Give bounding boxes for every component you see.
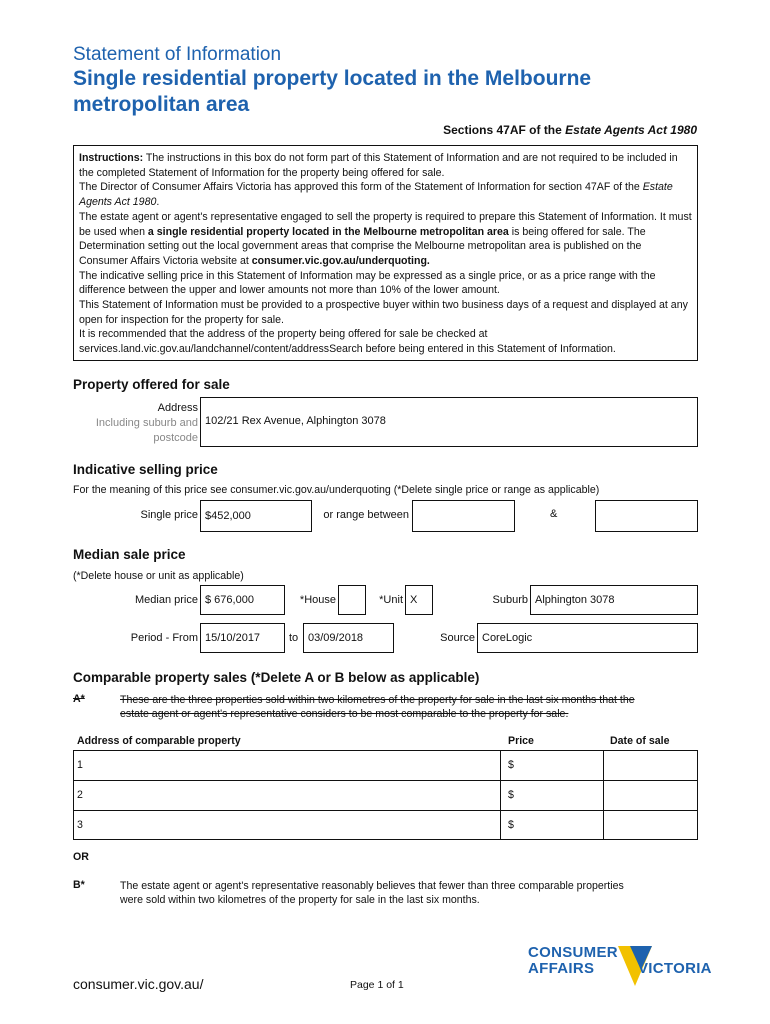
footer-url: consumer.vic.gov.au/ [73,976,204,992]
suburb-label: Suburb [492,594,528,606]
table-rule [73,839,698,840]
instructions-box: Instructions: The instructions in this box do not form part of this Statement of Information and are not required to be included in the completed Statement of Information for the property being offered for sale. The Director of Consumer Affairs Victoria has approved this form of the Statement of Information for section 47AF of the Estate Agents Act 1980. The estate agent or agent's representative engaged to sell the property is required to prepare this Statement of Information. It must be used when a single residential property located in the Melbourne metropolitan area is being offered for sale. The Determination setting out the local government areas that comprise the Melbourne metropolitan area is published on the Consumer Affairs Victoria website at consumer.vic.gov.au/underquoting. The indicative selling price in this Statement of Information may be expressed as a single price, or as a price range with the difference between the upper and lower amounts not more than 10% of the lower amount. This Statement of Information must be provided to a prospective buyer within two business days of a request and displayed at any open for inspection for the property for sale. It is recommended that the address of the property being offered for sale be checked at services.land.vic.gov.au/landchannel/content/addressSearch before being entered in this Statement of Information. [73,145,698,361]
table-row-price[interactable]: $ [508,819,514,831]
property-section-title: Property offered for sale [73,377,230,392]
median-price-label: Median price [135,594,198,606]
sections-reference: Sections 47AF of the Estate Agents Act 1980 [443,123,697,137]
option-b-label: B* [73,879,85,891]
range-low-field[interactable] [412,500,515,532]
single-price-label: Single price [140,509,198,521]
comparable-table [73,750,698,840]
or-label: OR [73,851,89,863]
page-number: Page 1 of 1 [350,979,404,991]
consumer-affairs-victoria-logo: CONSUMER AFFAIRS VICTORIA [528,942,708,992]
table-rule [73,780,698,781]
range-high-field[interactable] [595,500,698,532]
comparable-section-title: Comparable property sales (*Delete A or B below as applicable) [73,670,480,685]
period-from-label: Period - From [130,632,198,644]
table-rule [500,750,501,840]
source-label: Source [440,632,475,644]
table-rule [73,750,698,751]
option-a-label: A* [73,693,85,705]
table-rule [697,750,698,840]
table-rule [73,750,74,840]
period-to-label: to [289,632,299,644]
median-price-field[interactable]: $ 676,000 [200,585,285,615]
single-price-field[interactable]: $452,000 [200,500,312,532]
address-label: Address Including suburb and postcode [95,402,198,444]
address-field[interactable]: 102/21 Rex Avenue, Alphington 3078 [200,397,698,447]
option-a-text: These are the three properties sold within two kilometres of the property for sale in the last six months that the estate agent or agent's representative considers to be most comparable to the property for sale. [120,694,635,720]
house-field[interactable] [338,585,366,615]
range-ampersand: & [550,508,558,520]
range-label: or range between [323,509,409,521]
table-rule [73,810,698,811]
source-field[interactable]: CoreLogic [477,623,698,653]
table-row-number: 3 [77,819,83,831]
house-label: *House [299,594,336,606]
unit-label: *Unit [379,594,403,606]
period-from-field[interactable]: 15/10/2017 [200,623,285,653]
suburb-field[interactable]: Alphington 3078 [530,585,698,615]
table-row-number: 1 [77,759,83,771]
form-title: Single residential property located in the Melbourne metropolitan area [73,67,592,116]
col-price-header: Price [508,735,534,747]
instructions-label: Instructions: [79,152,144,164]
table-rule [603,750,604,840]
option-b-text: The estate agent or agent's representative reasonably believes that fewer than three comparable properties were sold within two kilometres of the property for sale in the last six months. [120,880,624,906]
table-row-number: 2 [77,789,83,801]
median-note: (*Delete house or unit as applicable) [73,570,244,582]
table-row-price[interactable]: $ [508,759,514,771]
form-subtitle: Statement of Information [73,44,282,65]
col-address-header: Address of comparable property [77,735,241,747]
unit-field[interactable]: X [405,585,433,615]
col-date-header: Date of sale [610,735,670,747]
table-row-price[interactable]: $ [508,789,514,801]
indicative-section-title: Indicative selling price [73,462,218,477]
period-to-field[interactable]: 03/09/2018 [303,623,394,653]
median-section-title: Median sale price [73,547,186,562]
indicative-note: For the meaning of this price see consumer.vic.gov.au/underquoting (*Delete single price or range as applicable) [73,484,600,496]
